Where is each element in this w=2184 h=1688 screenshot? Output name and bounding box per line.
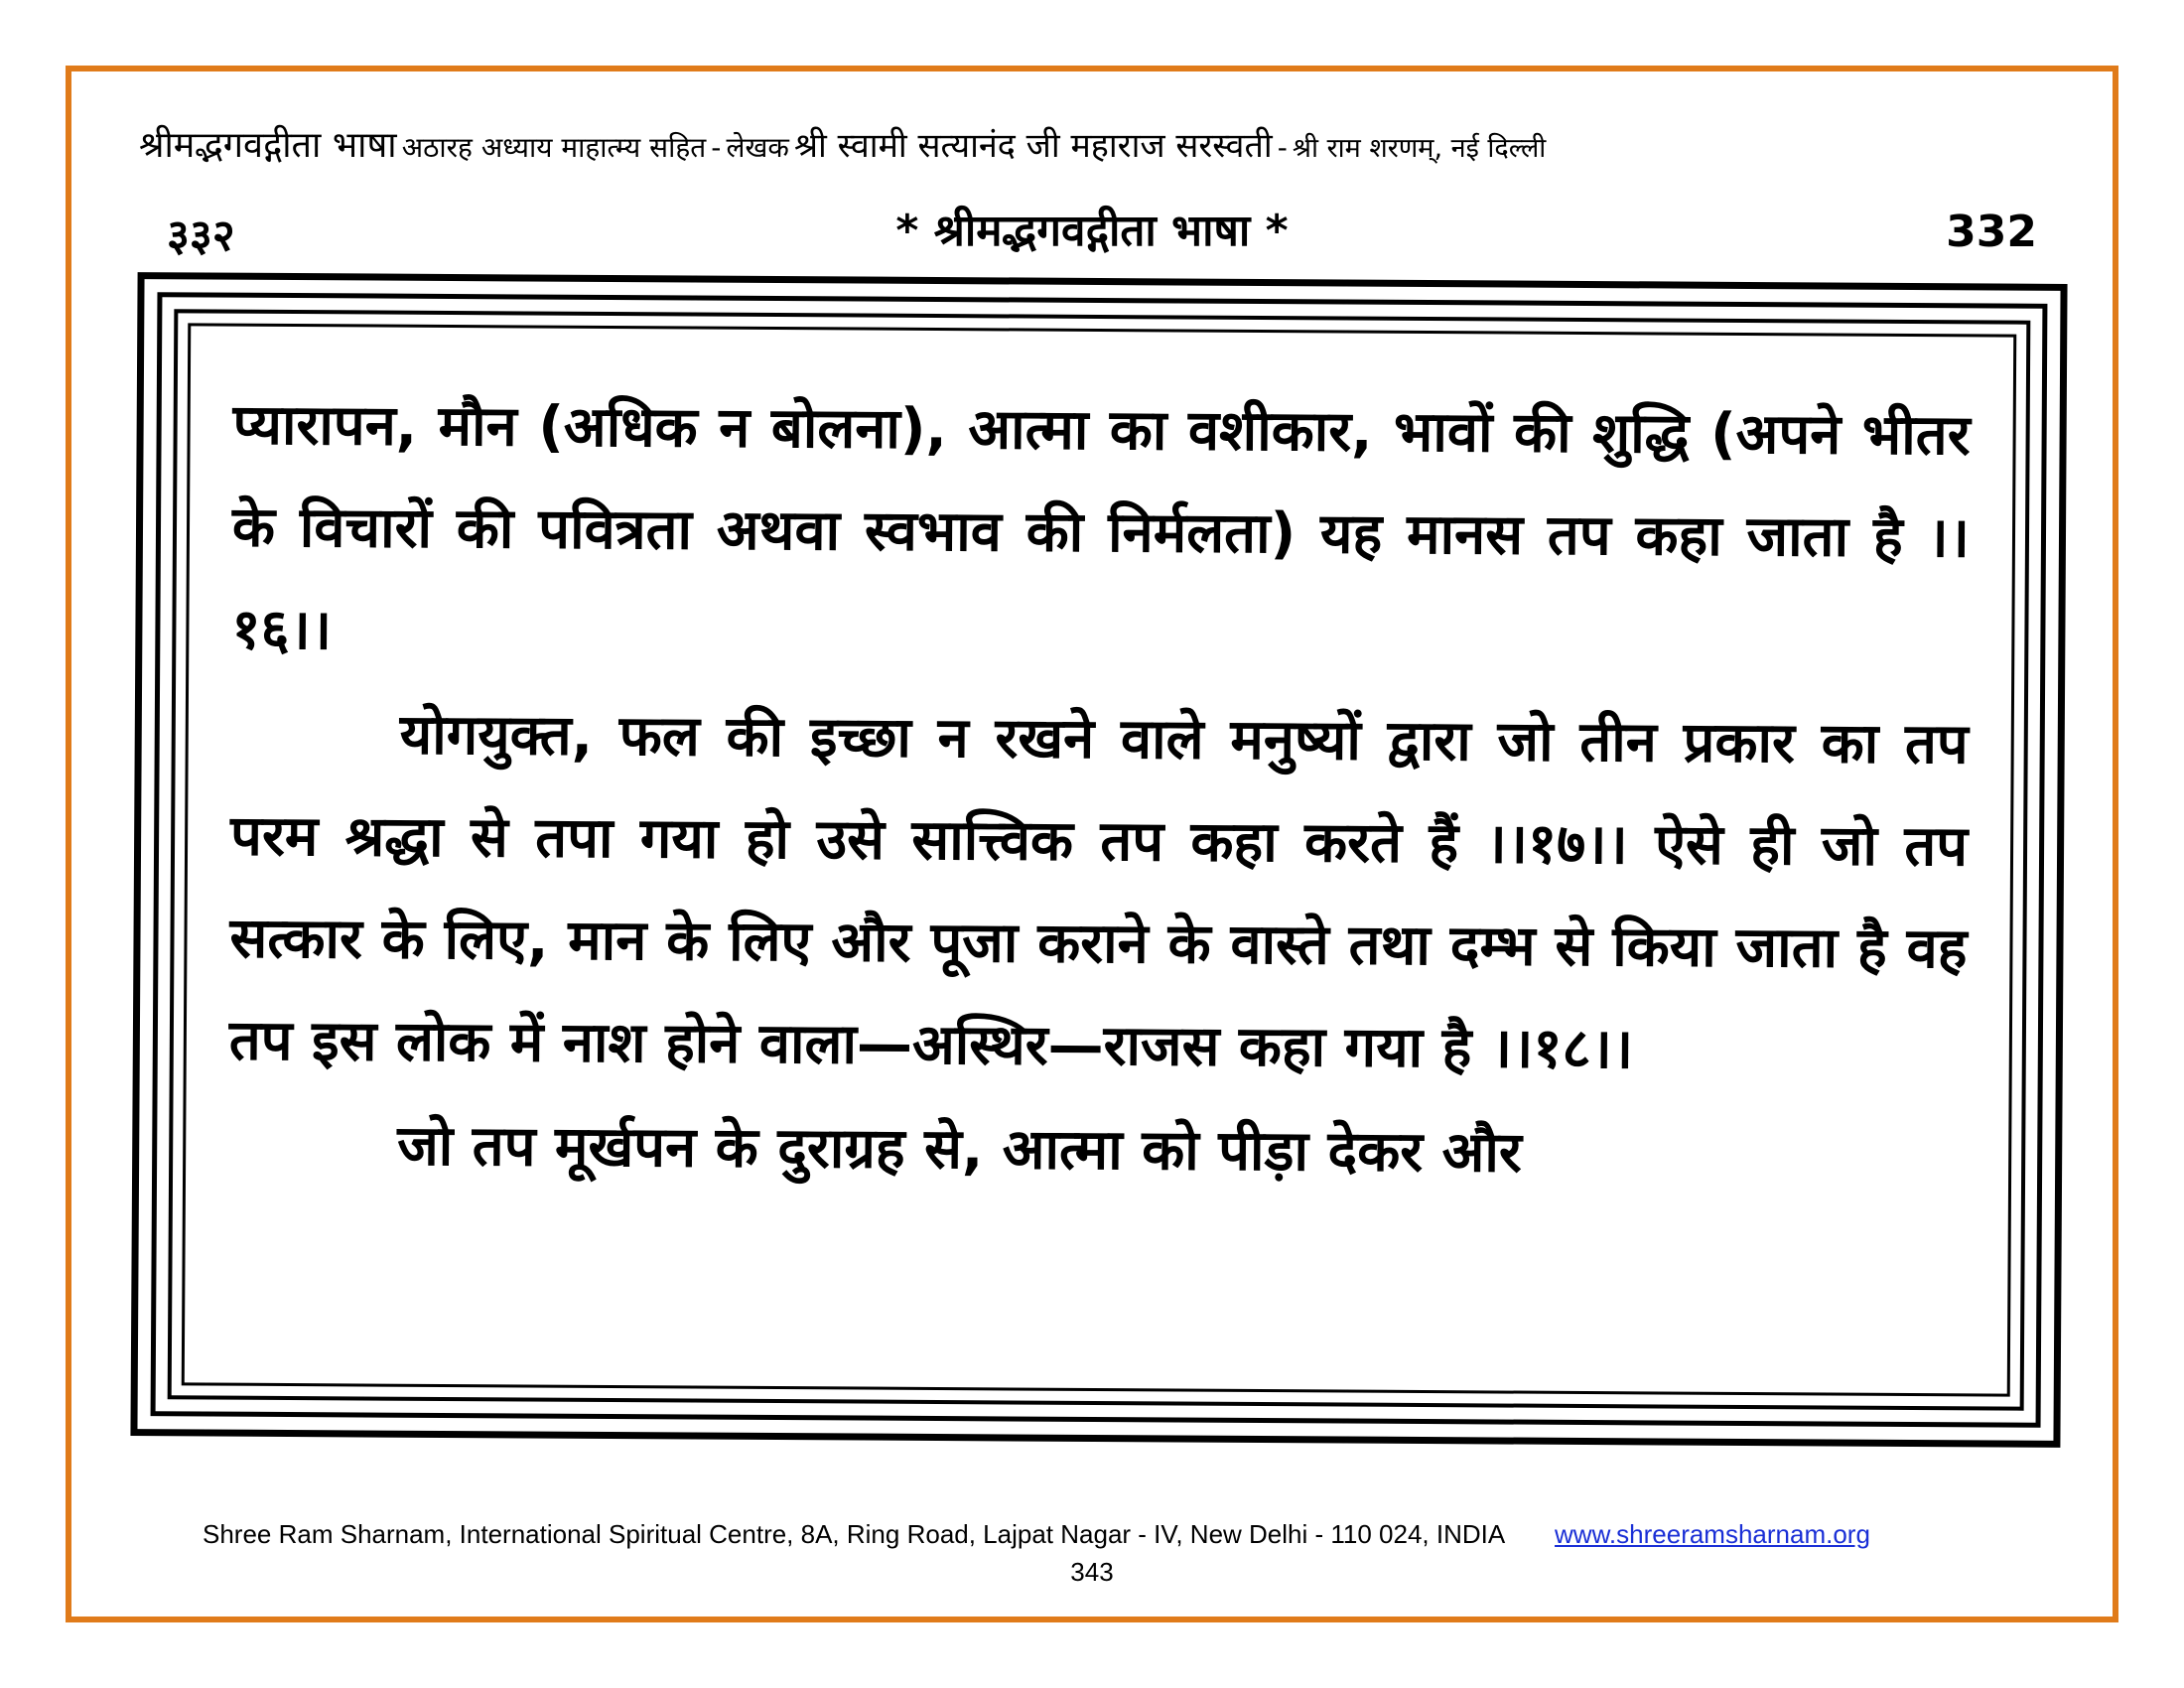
scripture-text	[228, 374, 1971, 1209]
header-separator: -	[711, 131, 722, 164]
page-number-latin: 332	[1946, 207, 2037, 257]
header-publisher: श्री राम शरणम्, नई दिल्ली	[1292, 133, 1547, 164]
header-subtitle: अठारह अध्याय माहात्म्य सहित	[401, 131, 707, 164]
paragraph: योगयुक्त, फल की इच्छा न रखने वाले मनुष्यों द्वारा जो तीन प्रकार का तप परम श्रद्धा से तपा गया हो उसे सात्त्विक तप कहा करते हैं ।।१७।। ऐसे ही जो तप सत्कार के लिए, मान के लिए और पूजा कराने के वास्ते तथा दम्भ से किया जाता है वह तप इस लोक में नाश होने वाला—अस्थिर—राजस कहा गया है ।।१८।।	[228, 702, 1969, 1082]
paragraph: जो तप मूर्खपन के दुराग्रह से, आत्मा को पीड़ा देकर और	[397, 1113, 1523, 1186]
footer	[203, 1519, 1870, 1550]
footer-page-number: 343	[1070, 1557, 1114, 1587]
running-header	[139, 119, 2055, 168]
decorative-frame	[130, 272, 2067, 1448]
footer-address: Shree Ram Sharnam, International Spiritual Centre, 8A, Ring Road, Lajpat Nagar - IV, New Delhi - 110 024, INDIA	[203, 1519, 1504, 1549]
paragraph: प्यारापन, मौन (अधिक न बोलना), आत्मा का वशीकार, भावों की शुद्धि (अपने भीतर के विचारों की पवित्रता अथवा स्वभाव की निर्मलता) यह मानस तप कहा जाता है ।।१६।।	[231, 392, 1971, 663]
header-separator: -	[1277, 131, 1288, 164]
header-author-name: श्री स्वामी सत्यानंद जी महाराज सरस्वती	[793, 126, 1273, 166]
website-link[interactable]: www.shreeramsharnam.org	[1555, 1519, 1870, 1549]
header-author-prefix: लेखक	[726, 131, 789, 164]
book-heading: * श्रीमद्भगवद्गीता भाषा *	[895, 206, 1289, 256]
header-title: श्रीमद्भगवद्गीता भाषा	[139, 125, 397, 166]
page-number-devanagari: ३३२	[167, 211, 235, 261]
